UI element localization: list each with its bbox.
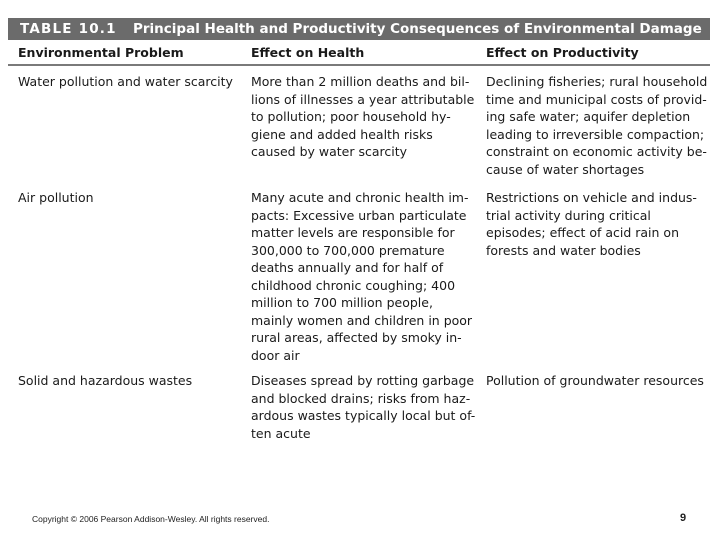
table-header-row — [8, 42, 710, 66]
health-cell: More than 2 million deaths and bil- lions of illnesses a year attributable to pollution; poor household hy- giene and added health risks caused by water scarcity — [251, 74, 475, 159]
page-number: 9 — [680, 512, 687, 524]
table-number: TABLE 10.1 — [20, 21, 117, 37]
table-title-bar — [8, 18, 710, 40]
column-header-health: Effect on Health — [251, 45, 365, 60]
copyright-notice: Copyright © 2006 Pearson Addison-Wesley. All rights reserved. — [32, 514, 270, 524]
productivity-cell: Pollution of groundwater resources — [486, 373, 704, 388]
column-header-problem: Environmental Problem — [18, 45, 184, 60]
table-title: Principal Health and Productivity Consequences of Environmental Damage — [133, 21, 702, 37]
health-cell: Diseases spread by rotting garbage and blocked drains; risks from haz- ardous wastes typically local but of- ten acute — [251, 373, 476, 441]
problem-cell: Solid and hazardous wastes — [18, 373, 193, 388]
problem-cell: Air pollution — [18, 190, 94, 205]
productivity-cell: Restrictions on vehicle and indus- trial activity during critical episodes; effect of acid rain on forests and water bodies — [486, 190, 697, 258]
column-header-productivity: Effect on Productivity — [486, 45, 639, 60]
productivity-cell: Declining fisheries; rural household time and municipal costs of provid- ing safe water; aquifer depletion leading to irreversible compaction; constraint on economic activity be- cause of water shortages — [486, 74, 708, 177]
problem-cell: Water pollution and water scarcity — [18, 74, 233, 89]
health-cell: Many acute and chronic health im- pacts: Excessive urban particulate matter levels are responsible for 300,000 to 700,000 premature deaths annually and for half of childhood chronic coughing; 400 million to 700 million people, mainly women and children in poor rural areas, affected by smoky in- door air — [251, 190, 473, 363]
